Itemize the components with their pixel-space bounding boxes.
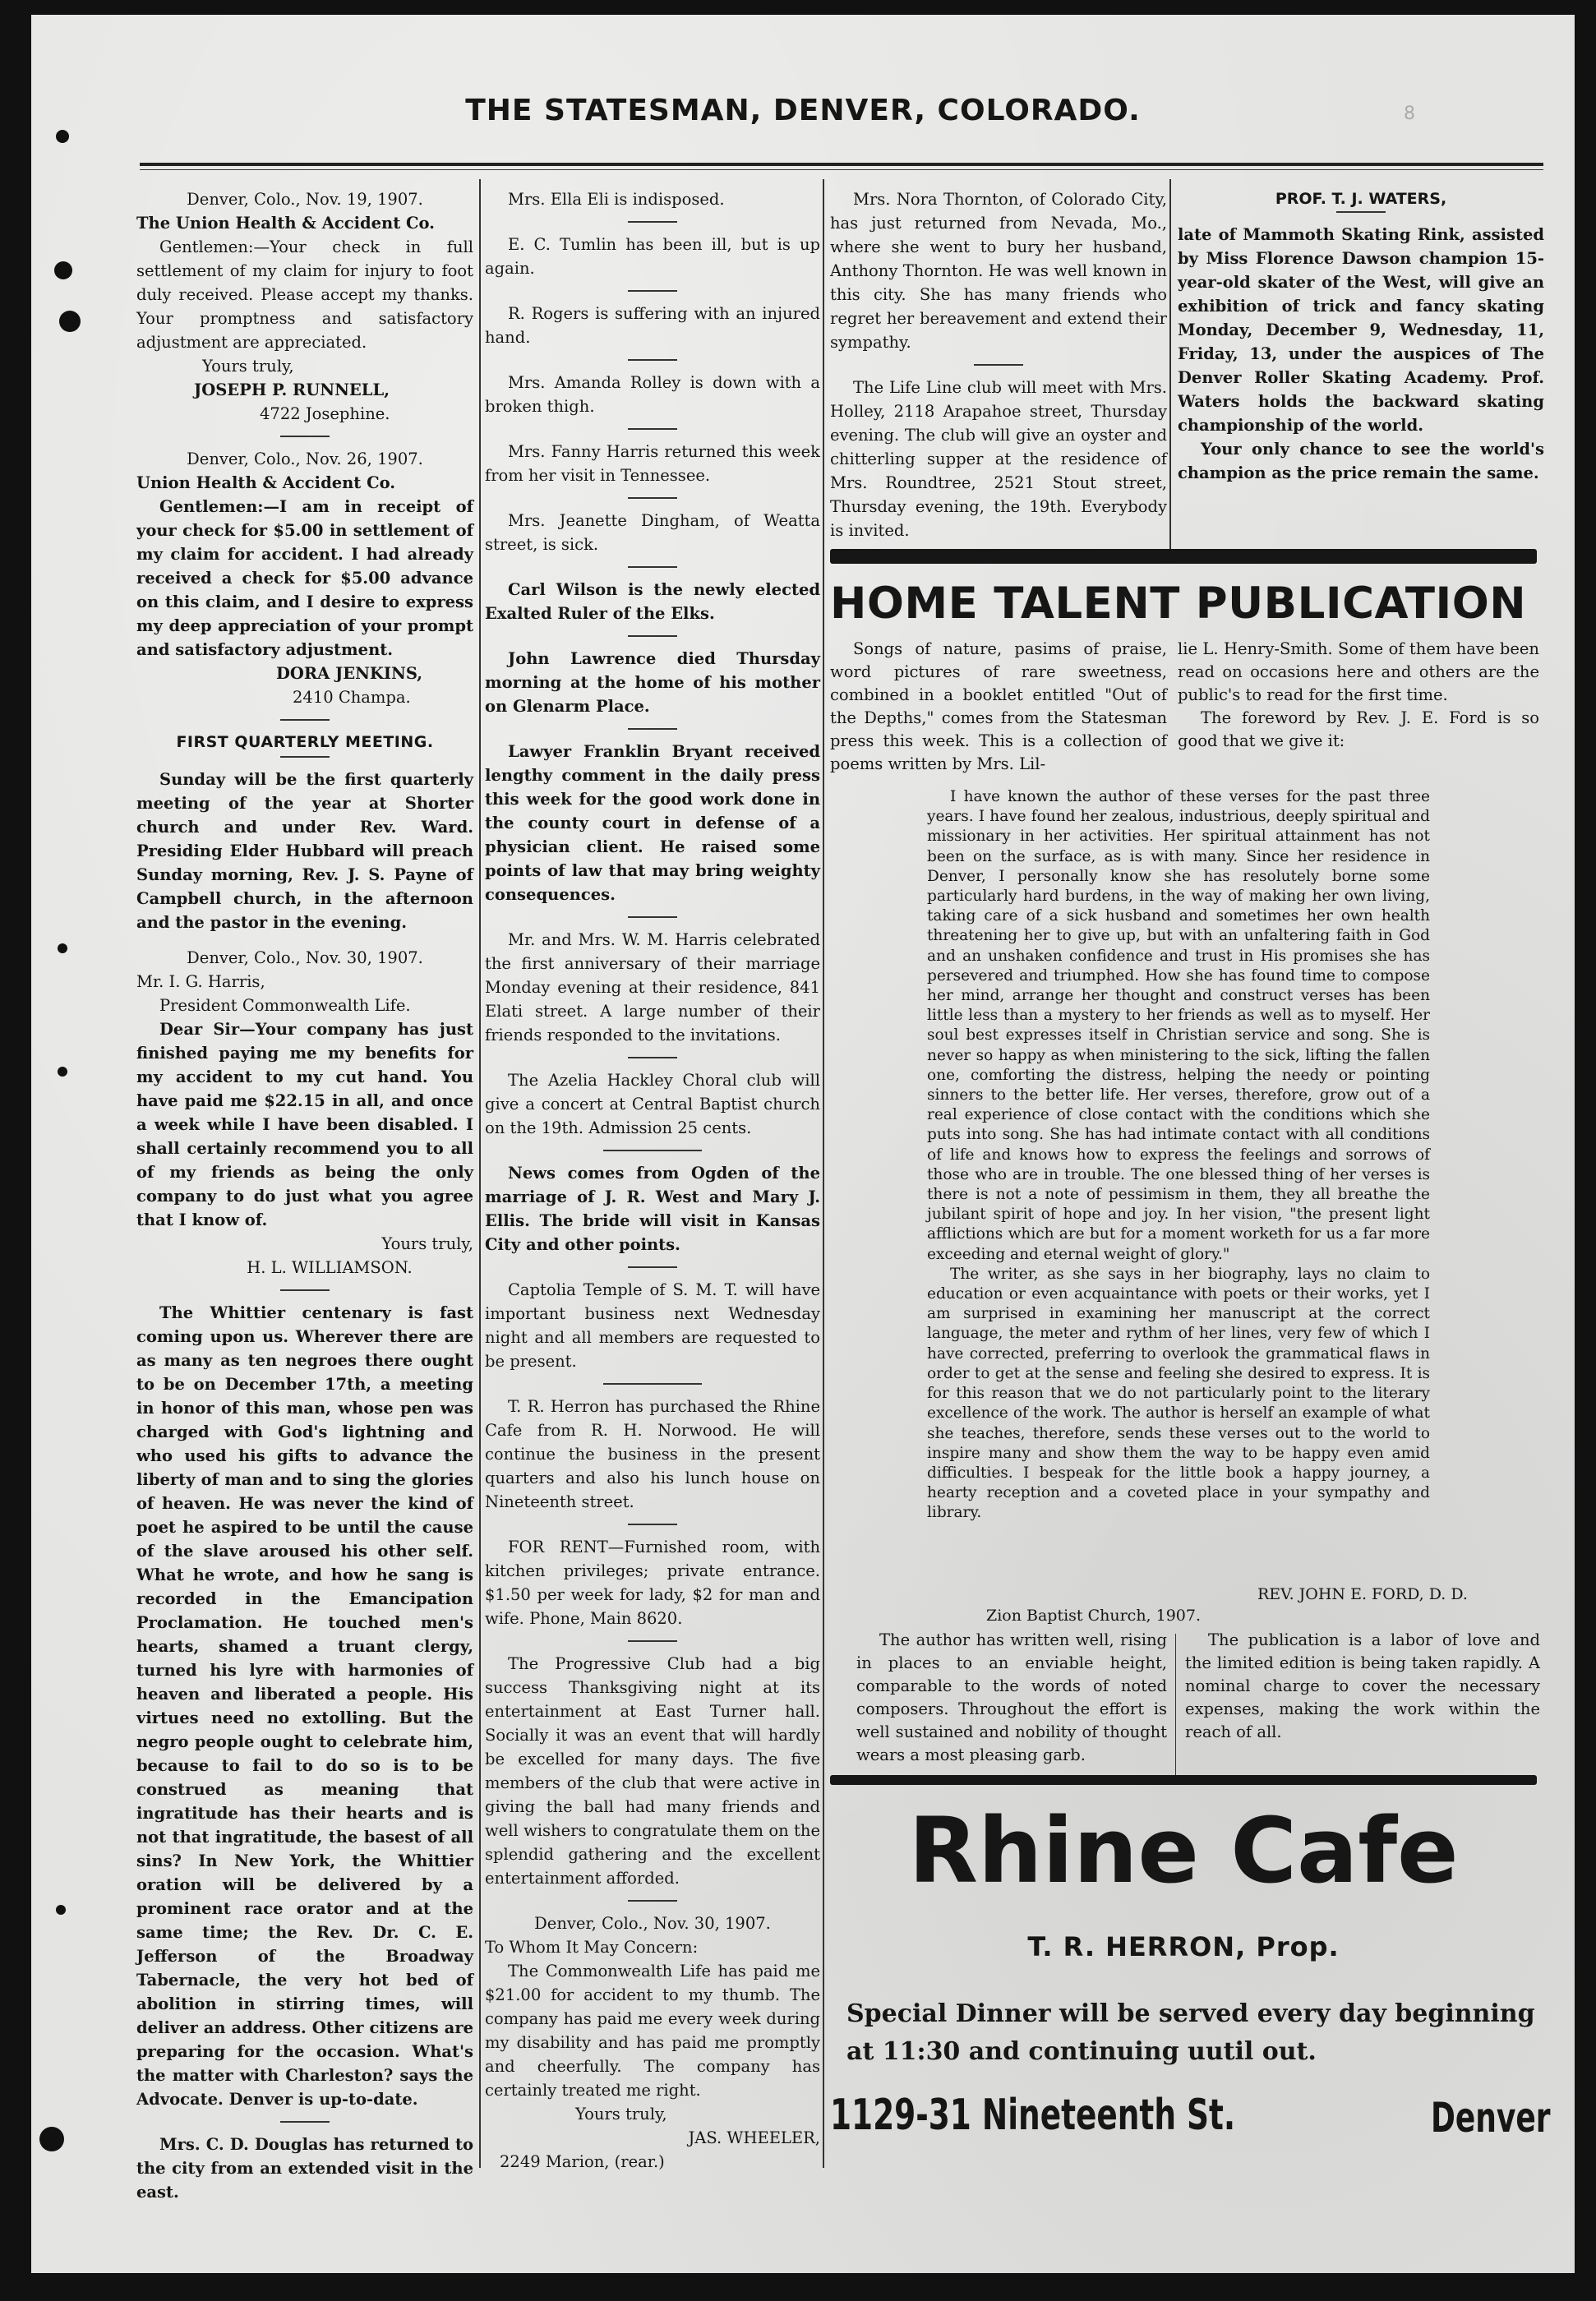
news-item: Mrs. Fanny Harris returned this week from her visit in Tennessee.	[485, 442, 820, 485]
letter-date: Denver, Colo., Nov. 30, 1907.	[534, 1914, 771, 1933]
news-item: R. Rogers is suffering with an injured hand.	[485, 304, 820, 347]
separator	[280, 756, 330, 758]
newspaper-page	[31, 15, 1575, 2273]
separator	[628, 635, 677, 637]
letter-date: Denver, Colo., Nov. 26, 1907.	[187, 450, 423, 468]
separator	[628, 1640, 677, 1642]
news-item: Mrs. Nora Thornton, of Colorado City, has just returned from Nevada, Mo., where she went to bury her husband, Anthony Thornton. He was well known in this city. She has many friends who regret her bereavement and extend their sympathy.	[830, 190, 1167, 352]
foreword-paragraph: I have known the author of these verses for the past three years. I have found her zealous, industrious, deeply spiritual and missionary in her activities. Her spiritual attainment has not been on the surface, as is with many. Since her residence in Denver, I personally know she has resolutely borne some particularly hard burdens, in the way of making her own living, taking care of a sick husband and sometimes her own health threatening her to give up, but with an unfaltering faith in God and an unshaken confidence and trust in His promises she has persevered and triumphed. How she has found time to compose her mind, arrange her thought and construct verses has been little less than a mystery to her friends as well as to myself. Her soul best expresses itself in Christian service and song. She is never so happy as when ministering to the sick, lifting the fallen one, comforting the distress, helping the needy or pointing sinners to the better life. Her verses, therefore, grow out of a real experience of close contact with the conditions which she puts into song. She has had intimate contact with all conditions of life and knows how to express the feelings and sorrows of those who are in trouble. The one blessed thing of her verses is there is not a note of pessimism in them, they all breathe the jubilant spirit of hope and joy. In her vision, "the present light afflictions which are but for a moment worketh for us a far more exceeding and eternal weight of glory."	[927, 788, 1430, 1263]
separator	[628, 728, 677, 730]
letter-addressee: Mr. I. G. Harris,	[136, 972, 265, 991]
binding-hole	[56, 130, 69, 143]
foreword-signer: REV. JOHN E. FORD, D. D.	[1257, 1585, 1468, 1603]
column-1	[136, 187, 473, 2204]
letter-date: Denver, Colo., Nov. 30, 1907.	[187, 948, 423, 967]
foreword-church: Zion Baptist Church, 1907.	[986, 1607, 1202, 1625]
letter-body: Gentlemen:—Your check in full settlement of my claim for injury to foot duly received. Please accept my thanks. Your promptness and satisfactory adjustment are appreciated.	[136, 237, 473, 352]
ad-proprietor: T. R. HERRON, Prop.	[1027, 1931, 1340, 1962]
separator	[628, 1524, 677, 1525]
news-item: E. C. Tumlin has been ill, but is up again.	[485, 235, 820, 278]
column-divider	[479, 179, 481, 2168]
separator	[628, 1266, 677, 1268]
letter-signature: DORA JENKINS,	[276, 664, 423, 683]
separator	[628, 497, 677, 499]
separator	[974, 364, 1023, 366]
letter-addressee: Union Health & Accident Co.	[136, 473, 396, 492]
news-item: The Azelia Hackley Choral club will give a concert at Central Baptist church on the 19th. Admission 25 cents.	[485, 1071, 820, 1137]
home-talent-intro-left	[830, 638, 1167, 776]
ad-rule	[830, 1775, 1537, 1785]
intro-text: Songs of nature, pasims of praise, word pictures of rare sweetness, combined in a booklet entitled "Out of the Depths," comes from the Statesman press this week. This is a collection of poems written by Mrs. Lil-	[830, 639, 1167, 773]
news-item: Mrs. Amanda Rolley is down with a broken thigh.	[485, 373, 820, 416]
separator	[603, 1150, 702, 1151]
separator	[280, 719, 330, 721]
skating-note: Your only chance to see the world's champion as the price remain the same.	[1178, 440, 1544, 482]
column-4-top	[1178, 187, 1544, 485]
news-item: Mrs. Jeanette Dingham, of Weatta street, is sick.	[485, 511, 820, 554]
meeting-heading: FIRST QUARTERLY MEETING.	[176, 733, 434, 751]
letter-close: Yours truly,	[202, 357, 294, 376]
news-item: T. R. Herron has purchased the Rhine Cafe from R. H. Norwood. He will continue the business in the present quarters and also his lunch house on Nineteenth street.	[485, 1397, 820, 1511]
letter-signature: JAS. WHEELER,	[688, 2128, 820, 2147]
masthead: THE STATESMAN, DENVER, COLORADO.	[465, 94, 1141, 127]
binding-hole	[54, 261, 72, 279]
separator	[628, 916, 677, 918]
skating-body: late of Mammoth Skating Rink, assisted by Miss Florence Dawson champion 15-year-old skater of the West, will give an exhibition of trick and fancy skating Monday, December 9, Wednesday, 11, Friday, 13, under the auspices of The Denver Roller Skating Academy. Prof. Waters holds the backward skating championship of the world.	[1178, 225, 1544, 435]
separator	[628, 1900, 677, 1902]
news-item: News comes from Ogden of the marriage of J. R. West and Mary J. Ellis. The bride will visit in Kansas City and other points.	[485, 1164, 820, 1254]
letter-addressee: The Union Health & Accident Co.	[136, 214, 435, 233]
ad-city: Denver	[1431, 2094, 1551, 2142]
letter-title: President Commonwealth Life.	[159, 996, 411, 1015]
news-item: Carl Wilson is the newly elected Exalted Ruler of the Elks.	[485, 580, 820, 623]
meeting-body: Sunday will be the first quarterly meeting of the year at Shorter church and under Rev. Ward. Presiding Elder Hubbard will preach Sunday morning, Rev. J. S. Payne of Campbell church, in the afternoon and the pastor in the evening.	[136, 770, 473, 932]
home-talent-closing-left	[856, 1629, 1167, 1767]
whittier-article: The Whittier centenary is fast coming upon us. Wherever there are as many as ten negroes there ought to be on December 17th, a meeting in honor of this man, whose pen was charged with God's lightning and who used his gifts to advance the liberty of man and to sing the glories of heaven. He was never the kind of poet he aspired to be until the cause of the slave aroused his other self. What he wrote, and how he sang is recorded in the Emancipation Proclamation. He touched men's hearts, shamed a truant clergy, turned his lyre with harmonies of heaven and liberated a people. His virtues need no extolling. But the negro people ought to celebrate him, because to fail to do so is to be construed as meaning that ingratitude has their hearts and is not that ingratitude, the basest of all sins? In New York, the Whittier oration will be delivered by a prominent race orator and at the same time; the Rev. Dr. C. E. Jefferson of the Broadway Tabernacle, the very hot bed of abolition in stirring times, will deliver an address. Other citizens are preparing for the occasion. What's the matter with Charleston? says the Advocate. Denver is up-to-date.	[136, 1303, 473, 2109]
letter-address: 4722 Josephine.	[260, 404, 390, 423]
closing-text: The author has written well, rising in places to an enviable height, comparable to the words of noted composers. Throughout the effort is well sustained and nobility of thought wears a most pleasing garb.	[856, 1630, 1167, 1764]
column-divider	[1175, 1634, 1176, 1782]
spacer	[136, 934, 473, 946]
letter-body: The Commonwealth Life has paid me $21.00 for accident to my thumb. The company has paid me every week during my disability and has paid me promptly and cheerfully. The company has certainly treated me right.	[485, 1962, 820, 2100]
letter-close: Yours truly,	[381, 1234, 473, 1253]
binding-hole	[58, 1067, 67, 1077]
foreword-signoff	[986, 1584, 1496, 1626]
foreword	[927, 787, 1430, 1524]
column-divider	[823, 179, 824, 2168]
foreword-paragraph: The writer, as she says in her biography, lays no claim to education or even acquaintance with poets or their works, yet I am surprised in examining her manuscript at the correct language, the meter and rythm of her lines, very few of which I have corrected, preferring to overlook the grammatical flaws in order to get at the sense and feeling she desired to express. It is for this reason that we do not particularly point to the literary excellence of the work. The author is herself an example of what she teaches, therefore, sends these verses out to the world to inspire many and show them the way to be happy even amid difficulties. I bespeak for the little book a happy journey, a hearty reception and a coveted place in your sympathy and library.	[927, 1265, 1430, 1522]
letter-date: Denver, Colo., Nov. 19, 1907.	[187, 190, 423, 209]
home-talent-intro-right	[1178, 638, 1539, 753]
news-item: John Lawrence died Thursday morning at the home of his mother on Glenarm Place.	[485, 649, 820, 716]
letter-body: Dear Sir—Your company has just finished paying me my benefits for my accident to my cut hand. You have paid me $22.15 in all, and once a week while I have been disabled. I shall certainly recommend you to all of my friends as being the only company to do just what you agree that I know of.	[136, 1020, 473, 1229]
column-3-top	[830, 187, 1167, 542]
column-2	[485, 187, 820, 2174]
douglas-note: Mrs. C. D. Douglas has returned to the city from an extended visit in the east.	[136, 2135, 473, 2202]
masthead-rule-thin	[140, 169, 1543, 170]
home-talent-title: HOME TALENT PUBLICATION	[830, 579, 1527, 629]
intro-text: lie L. Henry-Smith. Some of them have been read on occasions here and others are the public's to read for the first time.	[1178, 639, 1539, 704]
letter-close: Yours truly,	[575, 2105, 667, 2123]
letter-signature: H. L. WILLIAMSON.	[247, 1258, 413, 1277]
intro-text: The foreword by Rev. J. E. Ford is so good that we give it:	[1178, 708, 1539, 750]
separator	[628, 566, 677, 568]
news-item: Lawyer Franklin Bryant received lengthy comment in the daily press this week for the good work done in the county court in defense of a physician client. He raised some points of law that may bring weighty consequences.	[485, 742, 820, 904]
news-item: FOR RENT—Furnished room, with kitchen privileges; private entrance. $1.50 per week for lady, $2 for man and wife. Phone, Main 8620.	[485, 1538, 820, 1628]
ad-special: Special Dinner will be served every day beginning at 11:30 and continuing uutil out.	[846, 1999, 1535, 2066]
ad-address: 1129-31 Nineteenth St.	[830, 2091, 1236, 2140]
letter-body: Gentlemen:—I am in receipt of your check for $5.00 in settlement of my claim for accident. I had already received a check for $5.00 advance on this claim, and I desire to express my deep appreciation of your prompt and satisfactory adjustment.	[136, 497, 473, 659]
separator	[628, 221, 677, 223]
news-item: The Progressive Club had a big success Thanksgiving night at its entertainment at East Turner hall. Socially it was an event that will hardly be excelled for many days. The five members of the club that were active in giving the ball had many friends and well wishers to congratulate them on the splendid gathering and the excellent entertainment afforded.	[485, 1654, 820, 1888]
separator	[628, 359, 677, 361]
separator	[1336, 211, 1386, 213]
closing-text: The publication is a labor of love and the limited edition is being taken rapidly. A nominal charge to cover the necessary expenses, making the work within the reach of all.	[1185, 1630, 1540, 1741]
binding-hole	[39, 2127, 64, 2151]
letter-address: 2249 Marion, (rear.)	[500, 2152, 665, 2171]
binding-hole	[56, 1905, 66, 1915]
news-item: Mrs. Ella Eli is indisposed.	[508, 190, 725, 209]
masthead-rule	[140, 163, 1543, 166]
news-item: The Life Line club will meet with Mrs. Holley, 2118 Arapahoe street, Thursday evening. The club will give an oyster and chitterling supper at the residence of Mrs. Roundtree, 2521 Stout street, Thursday evening, the 19th. Everybody is invited.	[830, 378, 1167, 540]
news-item: Captolia Temple of S. M. T. will have important business next Wednesday night and all members are requested to be present.	[485, 1280, 820, 1371]
separator	[628, 290, 677, 292]
column-divider	[1169, 179, 1171, 557]
ad-title: Rhine Cafe	[908, 1798, 1459, 1903]
section-rule	[830, 549, 1537, 564]
letter-addressee: To Whom It May Concern:	[485, 1938, 699, 1957]
separator	[628, 428, 677, 430]
separator	[280, 1289, 330, 1291]
skating-heading: PROF. T. J. WATERS,	[1275, 190, 1447, 208]
letter-signature: JOSEPH P. RUNNELL,	[194, 380, 390, 399]
page-number: 8	[1404, 104, 1415, 124]
separator	[628, 1057, 677, 1058]
home-talent-closing-right	[1185, 1629, 1540, 1744]
binding-hole	[59, 311, 81, 332]
binding-hole	[58, 943, 67, 953]
news-item: Mr. and Mrs. W. M. Harris celebrated the first anniversary of their marriage Monday evening at their residence, 841 Elati street. A large number of their friends responded to the invitations.	[485, 930, 820, 1044]
separator	[603, 1383, 702, 1385]
letter-address: 2410 Champa.	[293, 688, 411, 707]
separator	[280, 436, 330, 437]
separator	[280, 2121, 330, 2123]
